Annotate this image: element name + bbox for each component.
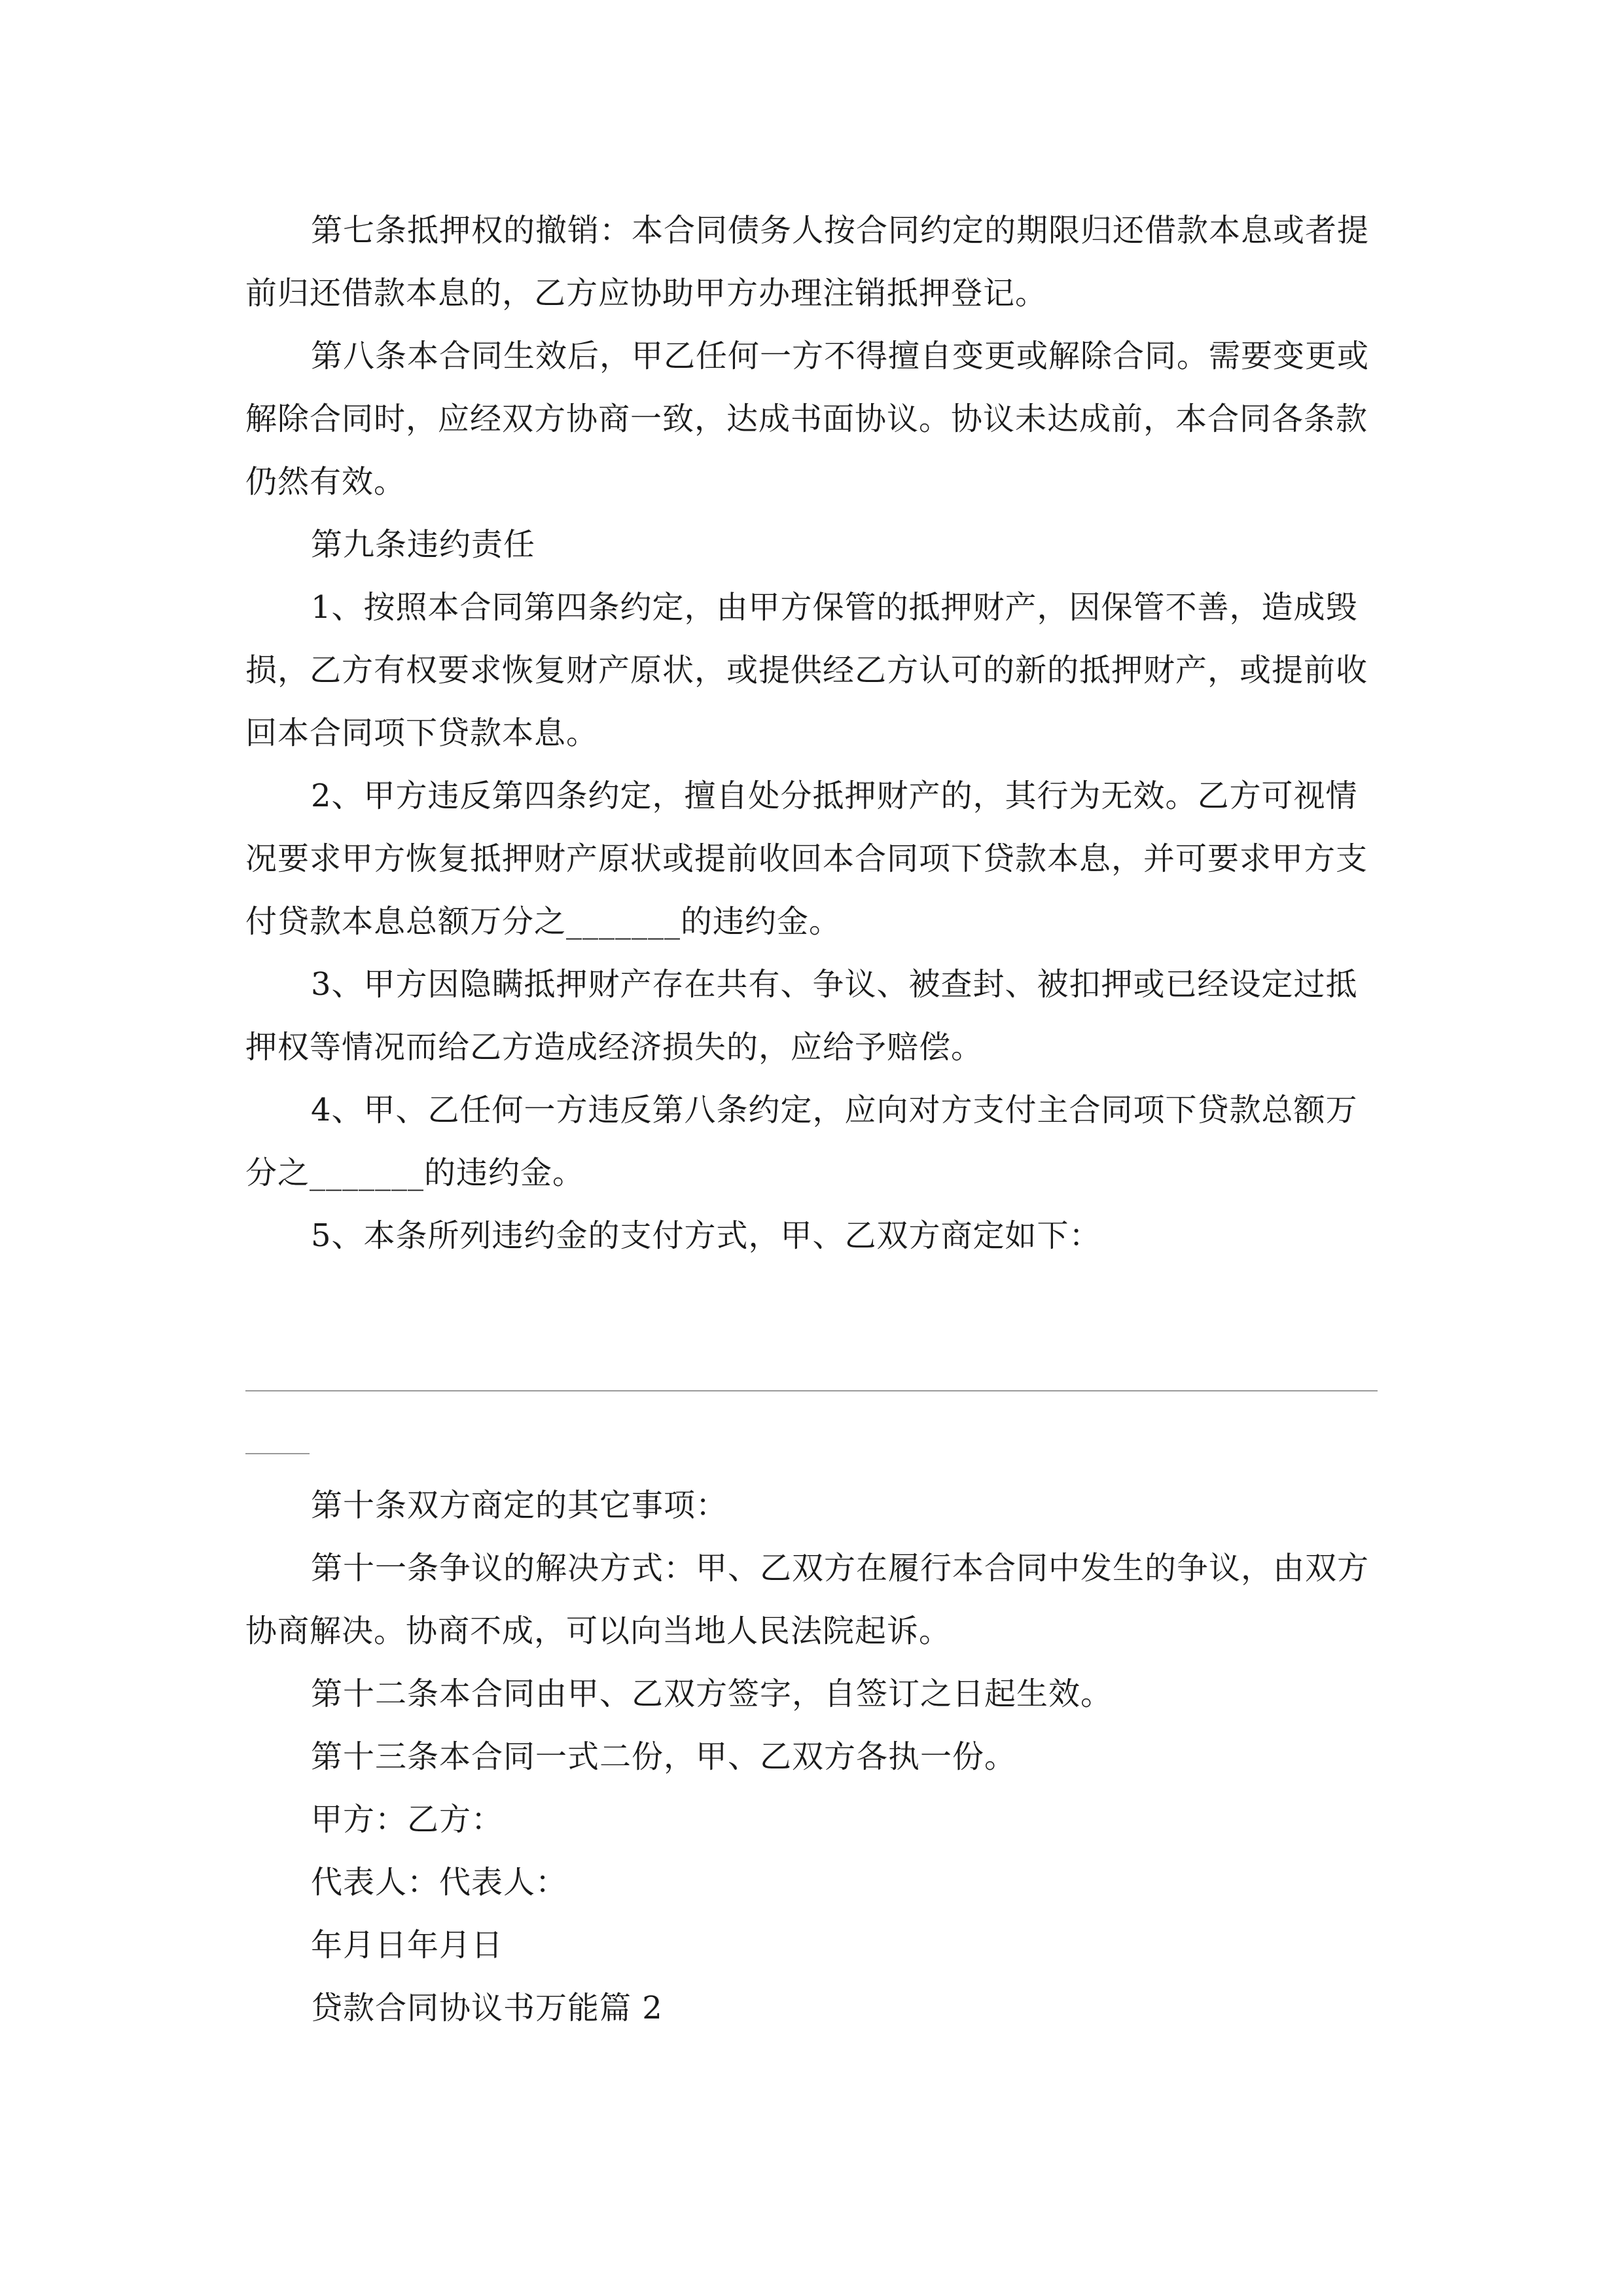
clause-2-line-1: 2、甲方违反第四条约定，擅自处分抵押财产的，其行为无效。乙方可视情 bbox=[311, 778, 1358, 814]
party-signatures: 甲方：乙方： bbox=[311, 1801, 504, 1838]
clause-1-line-3: 回本合同项下贷款本息。 bbox=[245, 715, 599, 751]
article-7-line-1: 第七条抵押权的撤销：本合同债务人按合同约定的期限归还借款本息或者提 bbox=[311, 212, 1370, 249]
clause-3-line-2: 押权等情况而给乙方造成经济损失的，应给予赔偿。 bbox=[245, 1029, 984, 1066]
article-11-line-2: 协商解决。协商不成，可以向当地人民法院起诉。 bbox=[245, 1613, 952, 1649]
article-8-line-1: 第八条本合同生效后，甲乙任何一方不得擅自变更或解除合同。需要变更或 bbox=[311, 338, 1370, 374]
article-9-heading: 第九条违约责任 bbox=[311, 526, 536, 563]
clause-2-line-2: 况要求甲方恢复抵押财产原状或提前收回本合同项下贷款本息，并可要求甲方支 bbox=[245, 840, 1368, 877]
article-13: 第十三条本合同一式二份，甲、乙双方各执一份。 bbox=[311, 1738, 1017, 1775]
representative-signatures: 代表人：代表人： bbox=[311, 1864, 568, 1901]
clause-3-line-1: 3、甲方因隐瞒抵押财产存在共有、争议、被查封、被扣押或已经设定过抵 bbox=[311, 966, 1358, 1003]
clause-1-line-1: 1、按照本合同第四条约定，由甲方保管的抵押财产，因保管不善，造成毁 bbox=[311, 589, 1358, 626]
article-10: 第十条双方商定的其它事项： bbox=[311, 1487, 728, 1524]
clause-2-line-3: 付贷款本息总额万分之_______的违约金。 bbox=[245, 903, 842, 940]
article-7-line-2: 前归还借款本息的，乙方应协助甲方办理注销抵押登记。 bbox=[245, 275, 1048, 312]
fill-in-rule-end bbox=[245, 1453, 310, 1454]
clause-4-line-2: 分之_______的违约金。 bbox=[245, 1155, 585, 1191]
clause-4-line-1: 4、甲、乙任何一方违反第八条约定，应向对方支付主合同项下贷款总额万 bbox=[311, 1092, 1358, 1128]
article-11-line-1: 第十一条争议的解决方式：甲、乙双方在履行本合同中发生的争议，由双方 bbox=[311, 1550, 1370, 1587]
article-8-line-2: 解除合同时，应经双方协商一致，达成书面协议。协议未达成前，本合同各条款 bbox=[245, 401, 1368, 437]
article-8-line-3: 仍然有效。 bbox=[245, 463, 406, 500]
clause-1-line-2: 损，乙方有权要求恢复财产原状，或提供经乙方认可的新的抵押财产，或提前收 bbox=[245, 652, 1368, 689]
article-12: 第十二条本合同由甲、乙双方签字，自签订之日起生效。 bbox=[311, 1676, 1113, 1712]
clause-5-line-1: 5、本条所列违约金的支付方式，甲、乙双方商定如下： bbox=[311, 1217, 1101, 1254]
section-title: 贷款合同协议书万能篇 2 bbox=[311, 1990, 663, 2026]
fill-in-rule bbox=[245, 1390, 1378, 1391]
signature-dates: 年月日年月日 bbox=[311, 1927, 504, 1964]
